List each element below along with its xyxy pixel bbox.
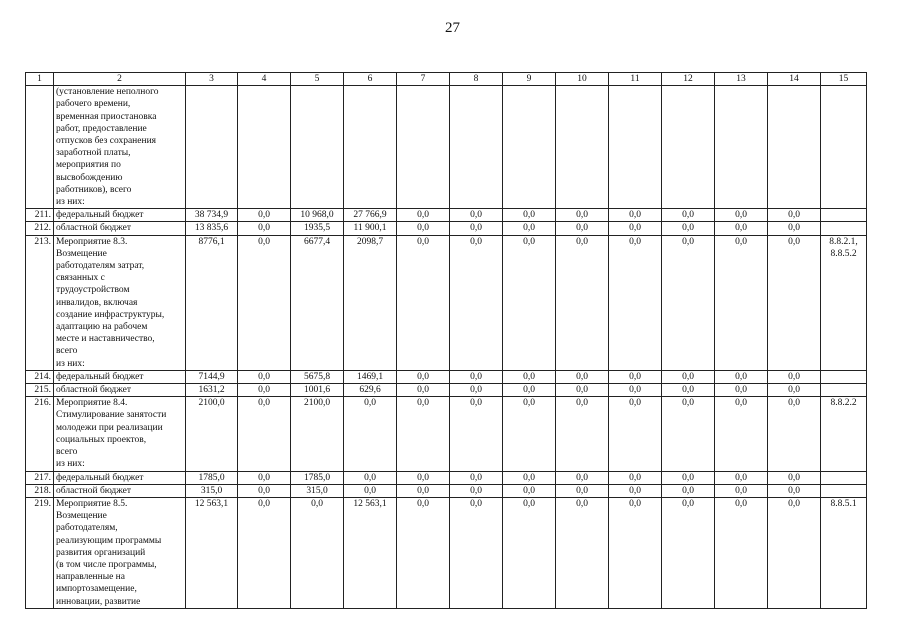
row-number: 215. [26, 384, 54, 397]
value-cell: 0,0 [609, 471, 662, 484]
value-cell: 0,0 [503, 222, 556, 235]
value-cell: 0,0 [768, 471, 821, 484]
value-cell: 0,0 [715, 484, 768, 497]
row-name: Мероприятие 8.4. Стимулирование занятости молодежи при реализации социальных проектов, всего из них: [54, 397, 186, 471]
value-cell: 0,0 [238, 235, 291, 370]
value-cell: 0,0 [238, 484, 291, 497]
value-cell: 0,0 [715, 209, 768, 222]
value-cell: 0,0 [238, 471, 291, 484]
value-cell: 0,0 [768, 397, 821, 471]
table-row [26, 384, 867, 397]
value-cell: 0,0 [662, 397, 715, 471]
value-cell: 315,0 [291, 484, 344, 497]
value-cell: 0,0 [503, 235, 556, 370]
column-header: 15 [821, 73, 867, 86]
value-cell: 0,0 [715, 235, 768, 370]
value-cell: 0,0 [662, 370, 715, 383]
code-cell [821, 370, 867, 383]
code-cell: 8.8.5.1 [821, 497, 867, 608]
value-cell: 0,0 [397, 471, 450, 484]
value-cell: 0,0 [556, 235, 609, 370]
column-header: 10 [556, 73, 609, 86]
code-cell [821, 209, 867, 222]
value-cell: 0,0 [397, 397, 450, 471]
value-cell: 1785,0 [291, 471, 344, 484]
value-cell: 0,0 [397, 222, 450, 235]
value-cell: 0,0 [768, 384, 821, 397]
value-cell: 0,0 [450, 397, 503, 471]
value-cell: 0,0 [503, 370, 556, 383]
row-name: федеральный бюджет [54, 209, 186, 222]
value-cell: 0,0 [715, 397, 768, 471]
value-cell: 0,0 [556, 384, 609, 397]
value-cell: 0,0 [556, 370, 609, 383]
table-row [26, 222, 867, 235]
table-row [26, 484, 867, 497]
value-cell: 0,0 [609, 384, 662, 397]
value-cell: 0,0 [715, 471, 768, 484]
value-cell: 0,0 [238, 497, 291, 608]
value-cell: 315,0 [186, 484, 238, 497]
column-number-row [26, 73, 867, 86]
table-row [26, 397, 867, 471]
row-number: 214. [26, 370, 54, 383]
value-cell: 27 766,9 [344, 209, 397, 222]
value-cell: 10 968,0 [291, 209, 344, 222]
value-cell: 0,0 [503, 497, 556, 608]
value-cell: 0,0 [397, 235, 450, 370]
value-cell: 0,0 [344, 484, 397, 497]
row-name: (установление неполного рабочего времени, временная приостановка работ, предоставление отпусков без сохранения заработной платы, мероприятия по высвобождению работников), всего из них: [54, 86, 186, 209]
value-cell: 0,0 [450, 370, 503, 383]
value-cell: 0,0 [556, 471, 609, 484]
row-number: 212. [26, 222, 54, 235]
table-body [26, 86, 867, 609]
value-cell: 0,0 [768, 222, 821, 235]
value-cell: 0,0 [503, 471, 556, 484]
value-cell: 0,0 [450, 235, 503, 370]
code-cell [821, 222, 867, 235]
value-cell: 0,0 [344, 397, 397, 471]
value-cell: 0,0 [662, 497, 715, 608]
value-cell: 0,0 [450, 471, 503, 484]
value-cell: 0,0 [768, 209, 821, 222]
row-name: федеральный бюджет [54, 370, 186, 383]
value-cell: 1469,1 [344, 370, 397, 383]
value-cell: 13 835,6 [186, 222, 238, 235]
column-header: 1 [26, 73, 54, 86]
value-cell [291, 86, 344, 209]
code-cell [821, 484, 867, 497]
value-cell [186, 86, 238, 209]
budget-table [25, 72, 867, 609]
value-cell: 0,0 [768, 235, 821, 370]
column-header: 11 [609, 73, 662, 86]
value-cell [662, 86, 715, 209]
value-cell: 6677,4 [291, 235, 344, 370]
code-cell: 8.8.2.1, 8.8.5.2 [821, 235, 867, 370]
value-cell: 0,0 [503, 484, 556, 497]
value-cell: 0,0 [556, 497, 609, 608]
value-cell: 0,0 [662, 484, 715, 497]
table-row [26, 370, 867, 383]
value-cell: 0,0 [662, 235, 715, 370]
value-cell: 0,0 [556, 222, 609, 235]
value-cell: 0,0 [397, 484, 450, 497]
value-cell [768, 86, 821, 209]
value-cell [397, 86, 450, 209]
value-cell: 0,0 [450, 497, 503, 608]
row-number: 219. [26, 497, 54, 608]
value-cell: 38 734,9 [186, 209, 238, 222]
value-cell: 12 563,1 [344, 497, 397, 608]
value-cell: 0,0 [450, 484, 503, 497]
value-cell: 0,0 [556, 397, 609, 471]
column-header: 5 [291, 73, 344, 86]
value-cell: 0,0 [715, 384, 768, 397]
code-cell [821, 86, 867, 209]
table-row [26, 235, 867, 370]
column-header: 4 [238, 73, 291, 86]
value-cell: 0,0 [662, 471, 715, 484]
table-row [26, 86, 867, 209]
value-cell: 0,0 [503, 209, 556, 222]
column-header: 3 [186, 73, 238, 86]
value-cell: 0,0 [397, 497, 450, 608]
value-cell: 0,0 [609, 484, 662, 497]
row-number: 218. [26, 484, 54, 497]
value-cell: 0,0 [715, 497, 768, 608]
row-number [26, 86, 54, 209]
value-cell: 0,0 [556, 209, 609, 222]
column-header: 12 [662, 73, 715, 86]
value-cell: 0,0 [344, 471, 397, 484]
value-cell [344, 86, 397, 209]
value-cell: 2098,7 [344, 235, 397, 370]
value-cell [609, 86, 662, 209]
value-cell: 0,0 [450, 222, 503, 235]
value-cell [450, 86, 503, 209]
value-cell: 0,0 [609, 235, 662, 370]
value-cell: 8776,1 [186, 235, 238, 370]
value-cell [556, 86, 609, 209]
value-cell: 0,0 [238, 384, 291, 397]
column-header: 7 [397, 73, 450, 86]
value-cell: 629,6 [344, 384, 397, 397]
value-cell: 12 563,1 [186, 497, 238, 608]
value-cell: 1631,2 [186, 384, 238, 397]
value-cell: 0,0 [662, 384, 715, 397]
table-row [26, 209, 867, 222]
value-cell [238, 86, 291, 209]
value-cell: 0,0 [397, 209, 450, 222]
column-header: 13 [715, 73, 768, 86]
value-cell: 0,0 [397, 384, 450, 397]
value-cell: 0,0 [450, 209, 503, 222]
value-cell: 0,0 [609, 497, 662, 608]
value-cell: 0,0 [238, 209, 291, 222]
table-row [26, 497, 867, 608]
row-name: областной бюджет [54, 484, 186, 497]
value-cell: 0,0 [238, 397, 291, 471]
value-cell: 1001,6 [291, 384, 344, 397]
row-number: 211. [26, 209, 54, 222]
row-number: 213. [26, 235, 54, 370]
code-cell: 8.8.2.2 [821, 397, 867, 471]
value-cell: 0,0 [609, 370, 662, 383]
value-cell: 0,0 [768, 484, 821, 497]
value-cell: 2100,0 [186, 397, 238, 471]
column-header: 8 [450, 73, 503, 86]
value-cell: 0,0 [662, 222, 715, 235]
value-cell [503, 86, 556, 209]
value-cell: 11 900,1 [344, 222, 397, 235]
value-cell: 2100,0 [291, 397, 344, 471]
column-header: 2 [54, 73, 186, 86]
code-cell [821, 471, 867, 484]
value-cell: 0,0 [503, 397, 556, 471]
value-cell: 0,0 [450, 384, 503, 397]
code-cell [821, 384, 867, 397]
value-cell: 0,0 [609, 222, 662, 235]
row-name: Мероприятие 8.3. Возмещение работодателям затрат, связанных с трудоустройством инвалидов, включая создание инфраструктуры, адаптацию на рабочем месте и наставничество, всего из них: [54, 235, 186, 370]
value-cell: 5675,8 [291, 370, 344, 383]
value-cell: 0,0 [609, 209, 662, 222]
column-header: 6 [344, 73, 397, 86]
value-cell [715, 86, 768, 209]
table-row [26, 471, 867, 484]
column-header: 14 [768, 73, 821, 86]
value-cell: 0,0 [556, 484, 609, 497]
page-number: 27 [445, 20, 460, 36]
value-cell: 0,0 [238, 370, 291, 383]
value-cell: 0,0 [715, 370, 768, 383]
value-cell: 7144,9 [186, 370, 238, 383]
row-name: федеральный бюджет [54, 471, 186, 484]
row-name: областной бюджет [54, 384, 186, 397]
column-header: 9 [503, 73, 556, 86]
value-cell: 1935,5 [291, 222, 344, 235]
row-number: 217. [26, 471, 54, 484]
value-cell: 0,0 [715, 222, 768, 235]
row-name: областной бюджет [54, 222, 186, 235]
value-cell: 0,0 [238, 222, 291, 235]
row-number: 216. [26, 397, 54, 471]
value-cell: 0,0 [768, 497, 821, 608]
value-cell: 0,0 [503, 384, 556, 397]
value-cell: 1785,0 [186, 471, 238, 484]
value-cell: 0,0 [662, 209, 715, 222]
row-name: Мероприятие 8.5. Возмещение работодателям, реализующим программы развития организаций (в том числе программы, направленные на импортозамещение, инновации, развитие [54, 497, 186, 608]
value-cell: 0,0 [609, 397, 662, 471]
value-cell: 0,0 [768, 370, 821, 383]
value-cell: 0,0 [397, 370, 450, 383]
value-cell: 0,0 [291, 497, 344, 608]
